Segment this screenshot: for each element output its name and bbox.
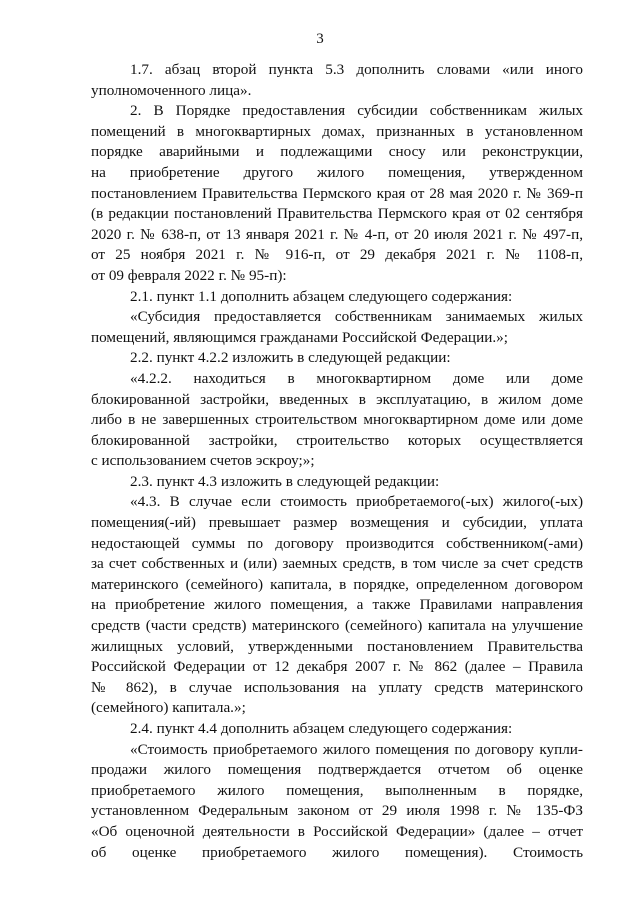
text-line: 1.7. абзац второй пункта 5.3 дополнить словами «или иного <box>130 61 583 78</box>
text-line: на приобретение жилого помещения, а также Правилами направления <box>91 596 583 614</box>
text-line: 2.1. пункт 1.1 дополнить абзацем следующего содержания: <box>130 287 513 305</box>
text-line: от 25 ноября 2021 г. № 916-п, от 29 декабря 2021 г. № 1108-п, <box>91 246 583 264</box>
text-line: установленном Федеральным законом от 29 июля 1998 г. № 135-ФЗ <box>91 802 583 820</box>
page-number: 3 <box>316 31 324 47</box>
text-line: помещений в многоквартирных домах, признанных в установленном <box>91 122 583 140</box>
text-line: помещений, являющимся гражданами Российской Федерации.»; <box>91 328 508 346</box>
text-line: «4.2.2. находиться в многоквартирном доме или доме <box>130 369 583 387</box>
text-line: (семейного) капитала.»; <box>91 699 246 717</box>
text-line: порядке аварийными и подлежащими сносу или реконструкции, <box>91 143 583 161</box>
text-line: материнского (семейного) капитала, в порядке, определенном договором <box>91 575 583 593</box>
text-line: уполномоченного лица». <box>91 81 252 99</box>
text-line: жилищных условий, утвержденными постановлением Правительства <box>91 637 583 655</box>
text-line: № 862), в случае использования на уплату средств материнского <box>91 678 583 696</box>
document-body <box>91 60 583 863</box>
text-line: об оценке приобретаемого жилого помещения). Стоимость <box>91 843 583 861</box>
text-line: от 09 февраля 2022 г. № 95-п): <box>91 266 287 284</box>
text-line: 2. В Порядке предоставления субсидии собственникам жилых <box>130 102 583 120</box>
text-line: блокированной застройки, строительство которых осуществляется <box>91 431 583 449</box>
text-line: «Стоимость приобретаемого жилого помещения по договору купли- <box>130 740 583 758</box>
text-line: недостающей суммы по договору производится собственником(-ами) <box>91 534 583 552</box>
text-line: на приобретение другого жилого помещения, утвержденном <box>91 163 583 181</box>
text-line: блокированной застройки, введенных в эксплуатацию, в жилом доме <box>91 390 583 408</box>
text-line: 2020 г. № 638-п, от 13 января 2021 г. № 4-п, от 20 июля 2021 г. № 497-п, <box>91 225 583 243</box>
text-line: (в редакции постановлений Правительства Пермского края от 02 сентября <box>91 205 583 223</box>
text-line: приобретаемого жилого помещения, выполненным в порядке, <box>91 781 583 799</box>
text-line: продажи жилого помещения подтверждается отчетом об оценке <box>91 761 583 779</box>
text-line: помещения(-ий) превышает размер возмещения и субсидии, уплата <box>91 514 583 532</box>
text-line: «4.3. В случае если стоимость приобретаемого(-ых) жилого(-ых) <box>130 493 583 511</box>
text-line: либо в не завершенных строительством многоквартирном доме или доме <box>91 411 583 429</box>
text-line: Российской Федерации от 12 декабря 2007 г. № 862 (далее – Правила <box>91 658 583 676</box>
text-line: с использованием счетов эскроу;»; <box>91 452 315 470</box>
text-line: за счет собственных и (или) заемных средств, в том числе за счет средств <box>91 555 583 573</box>
text-line: постановлением Правительства Пермского края от 28 мая 2020 г. № 369-п <box>91 184 583 202</box>
text-line: 2.4. пункт 4.4 дополнить абзацем следующего содержания: <box>130 720 513 737</box>
text-line: «Субсидия предоставляется собственникам занимаемых жилых <box>130 308 583 326</box>
text-line: средств (части средств) материнского (семейного) капитала на улучшение <box>91 617 583 635</box>
text-line: 2.2. пункт 4.2.2 изложить в следующей редакции: <box>130 349 451 367</box>
text-line: 2.3. пункт 4.3 изложить в следующей редакции: <box>130 472 440 490</box>
text-line: «Об оценочной деятельности в Российской Федерации» (далее – отчет <box>91 822 583 840</box>
